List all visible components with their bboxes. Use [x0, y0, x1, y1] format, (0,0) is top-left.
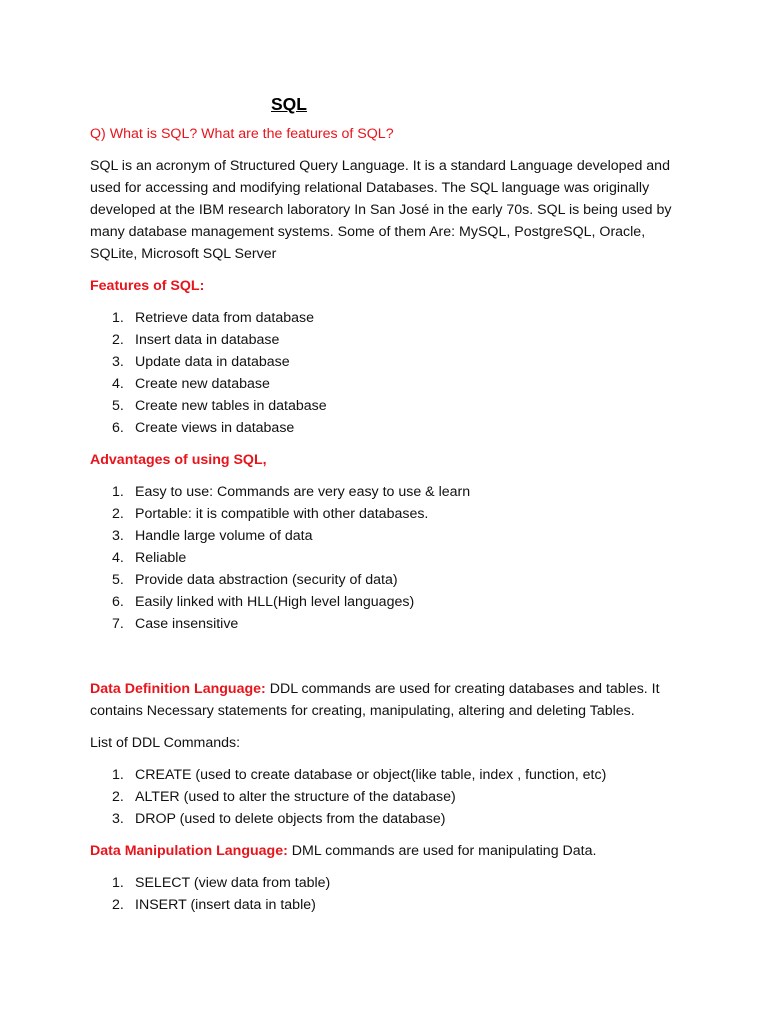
list-number: 1. — [112, 875, 124, 891]
list-number: 3. — [112, 528, 124, 544]
list-item — [90, 764, 690, 786]
list-number: 2. — [112, 506, 124, 522]
list-item — [90, 351, 690, 373]
list-text: Provide data abstraction (security of data) — [135, 572, 398, 588]
list-number: 2. — [112, 897, 124, 913]
list-text: Create new tables in database — [135, 398, 327, 414]
list-item — [90, 373, 690, 395]
list-text: Portable: it is compatible with other databases. — [135, 506, 429, 522]
list-item — [90, 894, 690, 916]
list-number: 5. — [112, 572, 124, 588]
advantages-list — [90, 481, 690, 635]
list-text: Reliable — [135, 550, 187, 566]
list-text: Update data in database — [135, 354, 290, 370]
dml-text: DML commands are used for manipulating Data. — [287, 843, 597, 859]
list-number: 4. — [112, 376, 124, 392]
list-text: ALTER (used to alter the structure of the database) — [135, 789, 456, 805]
list-number: 6. — [112, 594, 124, 610]
list-text: Insert data in database — [135, 332, 280, 348]
ddl-list-title: List of DDL Commands: — [90, 735, 241, 751]
list-number: 4. — [112, 550, 124, 566]
list-text: DROP (used to delete objects from the database) — [135, 811, 446, 827]
list-number: 3. — [112, 354, 124, 370]
list-number: 1. — [112, 310, 124, 326]
list-number: 1. — [112, 484, 124, 500]
dml-paragraph — [90, 840, 690, 862]
list-text: Retrieve data from database — [135, 310, 315, 326]
list-item — [90, 329, 690, 351]
list-number: 2. — [112, 332, 124, 348]
advantages-heading: Advantages of using SQL, — [90, 452, 267, 468]
list-text: Create views in database — [135, 420, 295, 436]
list-number: 3. — [112, 811, 124, 827]
ddl-text: DDL commands are used for creating databases and tables. It contains Necessary statements for creating, manipulating, altering and deleting Tables. — [90, 681, 660, 719]
list-item — [90, 481, 690, 503]
list-item — [90, 417, 690, 439]
list-item — [90, 591, 690, 613]
list-text: Easily linked with HLL(High level languages) — [135, 594, 415, 610]
list-text: INSERT (insert data in table) — [135, 897, 316, 913]
list-number: 7. — [112, 616, 124, 632]
ddl-list — [90, 764, 690, 830]
features-heading: Features of SQL: — [90, 278, 205, 294]
ddl-label: Data Definition Language: — [90, 681, 266, 697]
list-text: CREATE (used to create database or object(like table, index , function, etc) — [135, 767, 607, 783]
list-item — [90, 307, 690, 329]
list-text: Create new database — [135, 376, 270, 392]
list-item — [90, 547, 690, 569]
list-text: Handle large volume of data — [135, 528, 313, 544]
list-text: Easy to use: Commands are very easy to use & learn — [135, 484, 471, 500]
ddl-paragraph — [90, 678, 690, 722]
list-item — [90, 786, 690, 808]
document-title: SQL — [271, 94, 307, 114]
dml-list — [90, 872, 690, 916]
document-page — [90, 92, 690, 926]
list-text: Case insensitive — [135, 616, 239, 632]
spacer — [90, 645, 690, 678]
list-item — [90, 525, 690, 547]
list-item — [90, 613, 690, 635]
list-text: SELECT (view data from table) — [135, 875, 331, 891]
question-heading: Q) What is SQL? What are the features of SQL? — [90, 126, 394, 142]
list-number: 6. — [112, 420, 124, 436]
list-item — [90, 569, 690, 591]
list-number: 1. — [112, 767, 124, 783]
list-item — [90, 808, 690, 830]
features-list — [90, 307, 690, 439]
list-item — [90, 395, 690, 417]
list-number: 5. — [112, 398, 124, 414]
dml-label: Data Manipulation Language: — [90, 843, 288, 859]
list-item — [90, 503, 690, 525]
list-item — [90, 872, 690, 894]
list-number: 2. — [112, 789, 124, 805]
intro-paragraph: SQL is an acronym of Structured Query Language. It is a standard Language developed and used for accessing and modifying relational Databases. The SQL language was originally developed at the IBM research laboratory In San José in the early 70s. SQL is being used by many database management systems. Some of them Are: MySQL, PostgreSQL, Oracle, SQLite, Microsoft SQL Server — [90, 158, 672, 262]
